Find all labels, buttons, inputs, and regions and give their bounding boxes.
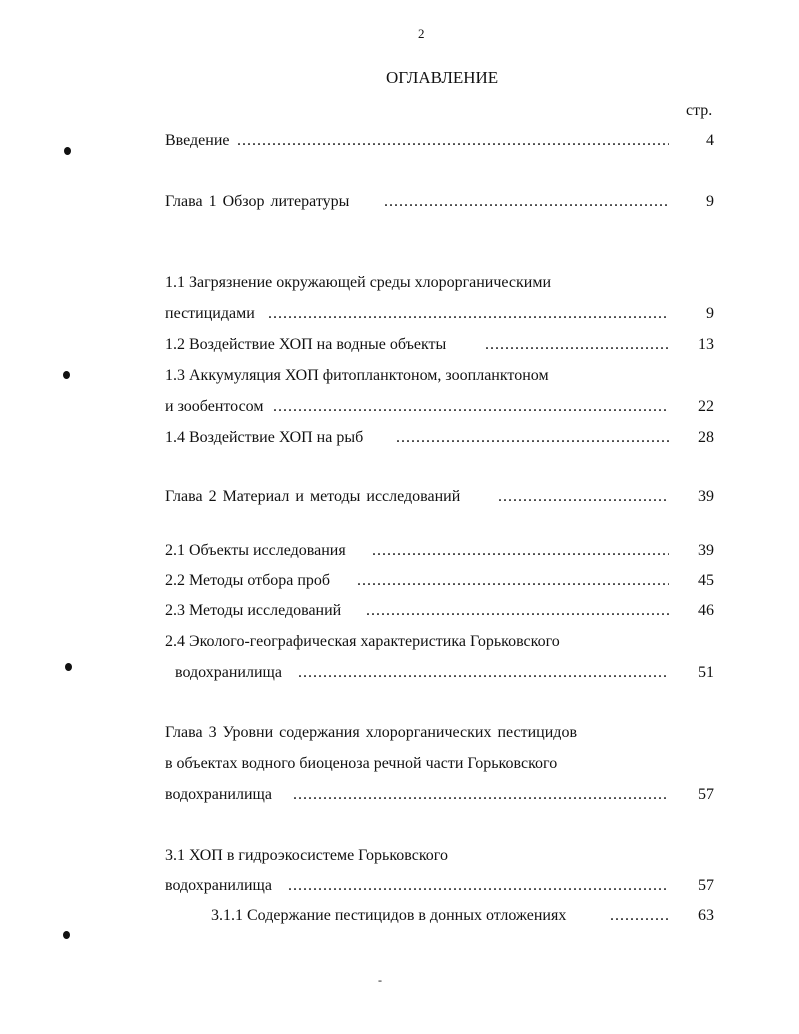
toc-entry-title: 2.2 Методы отбора проб — [165, 572, 331, 589]
toc-leader-dots — [498, 487, 669, 507]
toc-entry-title: Глава 1 Обзор литературы — [165, 193, 350, 210]
toc-entry-page: 9 — [706, 305, 714, 322]
toc-entry-page: 45 — [698, 572, 714, 589]
toc-entry-page: 28 — [698, 429, 714, 446]
toc-entry-title: водохранилища — [165, 786, 272, 803]
toc-entry-page: 39 — [698, 488, 714, 505]
footer-mark: - — [378, 973, 382, 987]
toc-entry-title: Глава 2 Материал и методы исследований — [165, 488, 461, 505]
margin-dot — [65, 663, 72, 671]
margin-dot — [63, 371, 70, 379]
page-number: 2 — [418, 26, 425, 41]
toc-entry-title: Введение — [165, 132, 230, 149]
toc-entry-page: 22 — [698, 398, 714, 415]
toc-entry-title: 1.4 Воздействие ХОП на рыб — [165, 429, 364, 446]
toc-entry-page: 9 — [706, 193, 714, 210]
toc-entry-page: 4 — [706, 132, 714, 149]
toc-entry-title: 2.3 Методы исследований — [165, 602, 342, 619]
margin-dot — [63, 931, 70, 939]
toc-entry-title: 3.1.1 Содержание пестицидов в донных отложениях — [211, 907, 567, 924]
toc-entry-title-line1: 3.1 ХОП в гидроэкосистеме Горьковского — [165, 847, 448, 864]
toc-entry-title-line2: в объектах водного биоценоза речной части Горьковского — [165, 755, 558, 772]
toc-leader-dots — [610, 906, 669, 926]
toc-entry-title: водохранилища — [175, 664, 282, 681]
toc-leader-dots — [384, 192, 669, 212]
toc-entry-page: 51 — [698, 664, 714, 681]
toc-entry-title: 2.1 Объекты исследования — [165, 542, 346, 559]
toc-entry-page: 63 — [698, 907, 714, 924]
toc-entry-title: 1.2 Воздействие ХОП на водные объекты — [165, 336, 447, 353]
toc-entry-page: 57 — [698, 877, 714, 894]
toc-leader-dots — [273, 397, 669, 417]
toc-entry-title-line1: 2.4 Эколого-географическая характеристика Горьковского — [165, 633, 560, 650]
toc-entry-title-line1: Глава 3 Уровни содержания хлорорганических пестицидов — [165, 724, 577, 741]
toc-entry-page: 46 — [698, 602, 714, 619]
toc-leader-dots — [366, 601, 669, 621]
toc-entry-title: и зообентосом — [165, 398, 264, 415]
toc-leader-dots — [357, 571, 669, 591]
toc-entry-page: 39 — [698, 542, 714, 559]
toc-leader-dots — [288, 876, 669, 896]
toc-entry-page: 57 — [698, 786, 714, 803]
toc-entry-page: 13 — [698, 336, 714, 353]
toc-entry-title-line1: 1.3 Аккумуляция ХОП фитопланктоном, зоопланктоном — [165, 367, 549, 384]
toc-leader-dots — [485, 335, 669, 355]
toc-leader-dots — [268, 304, 669, 324]
toc-leader-dots — [372, 541, 669, 561]
toc-leader-dots — [237, 131, 669, 151]
margin-dot — [64, 147, 71, 155]
toc-leader-dots — [298, 663, 669, 683]
page-title: ОГЛАВЛЕНИЕ — [386, 68, 499, 87]
toc-leader-dots — [396, 428, 669, 448]
toc-entry-title-line1: 1.1 Загрязнение окружающей среды хлорорганическими — [165, 274, 552, 291]
toc-entry-title: водохранилища — [165, 877, 272, 894]
toc-entry-title: пестицидами — [165, 305, 255, 322]
toc-leader-dots — [293, 785, 669, 805]
page-column-header: стр. — [686, 102, 713, 119]
